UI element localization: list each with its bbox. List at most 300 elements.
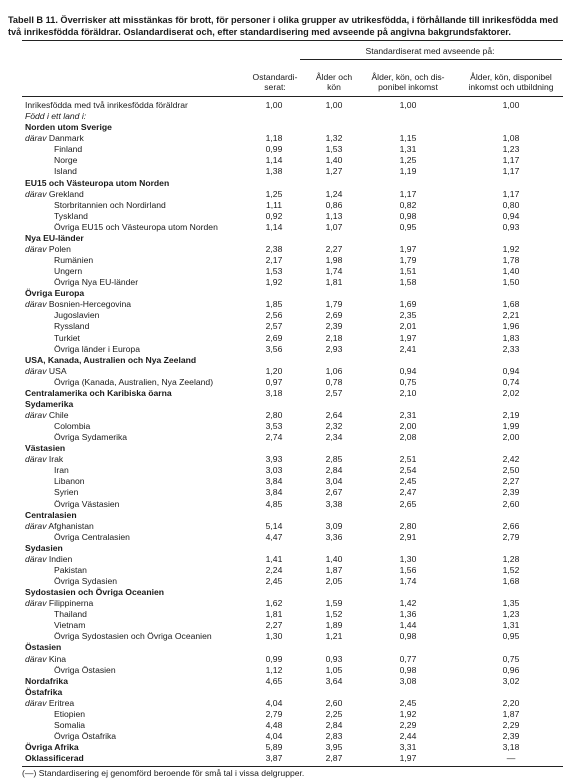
row-label: Jugoslavien bbox=[54, 310, 100, 321]
row-value-col4: 0,95 bbox=[502, 631, 520, 642]
row-value-col4: 2,66 bbox=[502, 520, 520, 531]
row-value-col1: 4,04 bbox=[265, 731, 283, 741]
row-value-col4: 0,94 bbox=[502, 210, 520, 221]
header-col-age-sex-income-education: Ålder, kön, disponibel inkomst och utbildning bbox=[468, 72, 554, 93]
region-heading: Östafrika bbox=[25, 686, 63, 697]
row-label: Övriga länder i Europa bbox=[54, 343, 140, 354]
row-value-col2: 2,60 bbox=[325, 697, 343, 708]
row-value-col1: 1,81 bbox=[265, 609, 283, 620]
row-value-col2: 3,38 bbox=[325, 498, 343, 509]
row-value-col3: 1,92 bbox=[399, 708, 417, 719]
row-label: Thailand bbox=[54, 609, 87, 620]
row-value-col2: 1,59 bbox=[325, 598, 343, 609]
region-heading: Sydasien bbox=[25, 542, 63, 553]
table-row bbox=[0, 565, 576, 576]
table-row bbox=[0, 476, 576, 487]
row-label: Bosnien-Hercegovina bbox=[48, 299, 132, 310]
header-group-label: Standardiserat med avseende på: bbox=[365, 46, 495, 56]
row-label: Eritrea bbox=[48, 697, 75, 708]
row-label: USA bbox=[48, 365, 67, 376]
row-value-col1: 4,65 bbox=[265, 675, 283, 686]
row-value-col4: 1,35 bbox=[502, 598, 520, 609]
row-value-col3: 1,00 bbox=[399, 100, 417, 110]
row-value-col3: 3,31 bbox=[399, 742, 417, 753]
row-label-with-prefix bbox=[25, 598, 93, 609]
row-value-col4: 0,96 bbox=[502, 664, 520, 675]
row-label-with-prefix bbox=[25, 698, 74, 709]
row-value-col4: 1,99 bbox=[502, 421, 520, 431]
row-value-col4: 1,83 bbox=[502, 332, 520, 343]
header-group-rule bbox=[300, 59, 562, 60]
table-row bbox=[0, 676, 576, 687]
row-value-col2: 1,81 bbox=[325, 277, 343, 288]
table-row bbox=[0, 178, 576, 189]
row-value-col2: 1,89 bbox=[325, 620, 343, 631]
row-value-col3: 1,79 bbox=[399, 255, 417, 265]
row-value-col4: 1,17 bbox=[502, 166, 520, 177]
row-value-col3: 0,77 bbox=[399, 653, 417, 664]
row-value-col2: 2,39 bbox=[325, 321, 343, 332]
row-value-col2: 1,40 bbox=[325, 155, 343, 166]
table-row bbox=[0, 377, 576, 388]
row-label: Född i ett land i: bbox=[25, 111, 87, 122]
row-value-col2: 1,13 bbox=[325, 210, 343, 221]
row-value-col1: 3,53 bbox=[265, 421, 283, 431]
row-label-with-prefix bbox=[25, 366, 67, 377]
row-value-col4: 1,23 bbox=[502, 144, 520, 155]
row-value-col4: 1,96 bbox=[502, 321, 520, 332]
region-heading: Oklassificerad bbox=[25, 753, 84, 764]
row-value-col3: 2,65 bbox=[399, 498, 417, 509]
row-value-col2: 1,32 bbox=[325, 133, 343, 144]
region-heading: EU15 och Västeuropa utom Norden bbox=[25, 177, 170, 188]
table-row bbox=[0, 421, 576, 432]
row-label: Somalia bbox=[54, 719, 86, 730]
table-row bbox=[0, 410, 576, 421]
row-label: Norge bbox=[54, 155, 78, 166]
row-value-col3: 1,56 bbox=[399, 564, 417, 575]
row-value-col2: 2,93 bbox=[325, 343, 343, 354]
row-value-col1: 5,14 bbox=[265, 520, 283, 531]
row-value-col3: 0,98 bbox=[399, 631, 417, 642]
row-value-col4: 2,39 bbox=[502, 731, 520, 741]
row-value-col4: 1,50 bbox=[502, 277, 520, 288]
row-label: Chile bbox=[48, 410, 69, 420]
row-label: Övriga EU15 och Västeuropa utom Norden bbox=[54, 221, 218, 232]
row-label: Övriga Östasien bbox=[54, 664, 116, 675]
row-value-col4: 1,23 bbox=[502, 609, 520, 620]
row-value-col4: 2,00 bbox=[502, 432, 520, 443]
row-value-col3: 2,08 bbox=[399, 432, 417, 443]
row-label: Etiopien bbox=[54, 708, 86, 719]
row-value-col1: 0,99 bbox=[265, 653, 283, 664]
row-value-col1: 2,79 bbox=[265, 708, 283, 719]
row-label: Colombia bbox=[54, 421, 91, 431]
row-value-col2: 2,67 bbox=[325, 487, 343, 498]
table-row bbox=[0, 432, 576, 443]
row-prefix: därav bbox=[25, 598, 47, 609]
row-value-col2: 0,93 bbox=[325, 653, 343, 664]
row-value-col4: 2,02 bbox=[502, 387, 520, 398]
row-value-col1: 0,99 bbox=[265, 144, 283, 155]
row-value-col3: 2,31 bbox=[399, 410, 417, 420]
table-row bbox=[0, 189, 576, 200]
region-heading: Övriga Europa bbox=[25, 288, 85, 299]
table-row bbox=[0, 742, 576, 753]
region-heading: Sydostasien och Övriga Oceanien bbox=[25, 587, 164, 598]
row-value-col4: 2,42 bbox=[502, 454, 520, 465]
row-label: Övriga Sydostasien och Övriga Oceanien bbox=[54, 631, 212, 642]
row-value-col4: 2,21 bbox=[502, 310, 520, 321]
row-value-col4: 1,31 bbox=[502, 620, 520, 631]
row-value-col4: 1,17 bbox=[502, 155, 520, 166]
row-value-col4: 2,20 bbox=[502, 697, 520, 708]
row-value-col4: 0,74 bbox=[502, 376, 520, 387]
row-value-col2: 1,53 bbox=[325, 144, 343, 155]
row-value-col1: 4,04 bbox=[265, 697, 283, 708]
region-heading: Nya EU-länder bbox=[25, 232, 84, 243]
table-row bbox=[0, 310, 576, 321]
row-label: Indien bbox=[48, 553, 73, 564]
row-label: Finland bbox=[54, 144, 83, 155]
row-value-col4: 2,19 bbox=[502, 410, 520, 420]
row-value-col4: 0,93 bbox=[502, 221, 520, 232]
table-row bbox=[0, 499, 576, 510]
row-value-col3: 2,41 bbox=[399, 343, 417, 354]
row-value-col2: 2,32 bbox=[325, 421, 343, 431]
row-value-col3: 1,19 bbox=[399, 166, 417, 177]
row-label: Övriga Västasien bbox=[54, 498, 120, 509]
row-value-col1: 1,11 bbox=[265, 199, 283, 210]
row-value-col3: 2,45 bbox=[399, 697, 417, 708]
row-value-col2: 2,18 bbox=[325, 332, 343, 343]
region-heading: Östasien bbox=[25, 642, 62, 653]
row-value-col2: 2,27 bbox=[325, 243, 343, 254]
row-label-with-prefix bbox=[25, 454, 63, 465]
row-value-col2: 1,87 bbox=[325, 564, 343, 575]
row-prefix: därav bbox=[25, 133, 47, 144]
row-label: Rumänien bbox=[54, 255, 94, 265]
row-value-col1: 4,85 bbox=[265, 498, 283, 509]
bottom-rule bbox=[22, 766, 563, 767]
row-value-col2: 2,83 bbox=[325, 731, 343, 741]
row-value-col4: 3,02 bbox=[502, 675, 520, 686]
table-row bbox=[0, 532, 576, 543]
table-row bbox=[0, 587, 576, 598]
row-label: Ungern bbox=[54, 266, 83, 277]
row-value-col4: 1,68 bbox=[502, 576, 520, 586]
row-label: Irak bbox=[48, 454, 64, 465]
row-value-col1: 1,85 bbox=[265, 299, 283, 310]
row-value-col2: 0,78 bbox=[325, 376, 343, 387]
region-heading: Centralasien bbox=[25, 509, 77, 520]
table-row bbox=[0, 709, 576, 720]
row-value-col1: 1,92 bbox=[265, 277, 283, 288]
table-row bbox=[0, 443, 576, 454]
row-label: Inrikesfödda med två inrikesfödda föräldrar bbox=[25, 100, 188, 110]
row-label: Iran bbox=[54, 465, 69, 476]
row-label-with-prefix bbox=[25, 244, 71, 255]
row-value-col3: 2,44 bbox=[399, 731, 417, 741]
table-row bbox=[0, 631, 576, 642]
row-value-col4: 1,52 bbox=[502, 564, 520, 575]
row-label: Övriga (Kanada, Australien, Nya Zeeland) bbox=[54, 376, 214, 387]
row-label: Övriga Nya EU-länder bbox=[54, 277, 139, 288]
table-row bbox=[0, 333, 576, 344]
table-row bbox=[0, 454, 576, 465]
row-value-col1: 2,17 bbox=[265, 255, 283, 265]
row-value-col3: 2,01 bbox=[399, 321, 417, 332]
row-value-col4: 1,00 bbox=[502, 100, 520, 110]
row-value-col4: 0,80 bbox=[502, 199, 520, 210]
row-value-col2: 1,74 bbox=[325, 266, 343, 277]
row-value-col2: 1,98 bbox=[325, 255, 343, 265]
row-label: Filippinerna bbox=[48, 598, 94, 609]
table-caption: Tabell B 11. Överrisker att misstänkas för brott, för personer i olika grupper av utrikesfödda, i förhållande till inrikesfödda med två inrikesfödda föräldrar. Oslandardiserat och, efter standardisering med avseende på angivna bakgrundsfaktorer. bbox=[8, 15, 559, 37]
table-row bbox=[0, 366, 576, 377]
row-value-col3: 1,58 bbox=[399, 277, 417, 288]
row-label-with-prefix bbox=[25, 299, 131, 310]
row-value-col1: 5,89 bbox=[265, 742, 283, 753]
row-value-col4: 2,29 bbox=[502, 719, 520, 730]
table-row bbox=[0, 277, 576, 288]
table-row bbox=[0, 543, 576, 554]
table-row bbox=[0, 665, 576, 676]
row-value-col1: 2,24 bbox=[265, 564, 283, 575]
table-row bbox=[0, 620, 576, 631]
row-value-col3: 1,25 bbox=[399, 155, 417, 166]
row-value-col4: 3,18 bbox=[502, 742, 520, 753]
row-value-col3: 0,75 bbox=[399, 376, 417, 387]
row-value-col3: 1,74 bbox=[399, 576, 417, 586]
row-value-col3: 2,29 bbox=[399, 719, 417, 730]
row-value-col3: 2,54 bbox=[399, 465, 417, 476]
table-row bbox=[0, 399, 576, 410]
row-value-col3: 1,44 bbox=[399, 620, 417, 631]
row-label: Libanon bbox=[54, 476, 85, 487]
row-label: Grekland bbox=[48, 188, 84, 199]
table-row bbox=[0, 244, 576, 255]
row-value-col1: 2,56 bbox=[265, 310, 283, 321]
row-value-col4: 0,94 bbox=[502, 365, 520, 376]
table-row bbox=[0, 200, 576, 211]
row-value-col1: 1,41 bbox=[265, 553, 283, 564]
top-rule bbox=[22, 40, 563, 41]
header-col-age-sex: Ålder och kön bbox=[315, 72, 353, 93]
row-label: Afghanistan bbox=[48, 520, 94, 531]
row-value-col3: 2,91 bbox=[399, 531, 417, 542]
region-heading: Centralamerika och Karibiska öarna bbox=[25, 387, 172, 398]
row-value-col1: 2,27 bbox=[265, 620, 283, 631]
row-value-col2: 1,79 bbox=[325, 299, 343, 310]
table-row bbox=[0, 554, 576, 565]
row-label-with-prefix bbox=[25, 521, 94, 532]
row-prefix: därav bbox=[25, 410, 47, 420]
row-value-col2: 2,69 bbox=[325, 310, 343, 321]
table-footnote: (—) Standardisering ej genomförd beroende för små tal i vissa delgrupper. bbox=[22, 768, 305, 778]
row-value-col2: 3,36 bbox=[325, 531, 343, 542]
region-heading: USA, Kanada, Australien och Nya Zeeland bbox=[25, 354, 197, 365]
row-value-col2: 2,64 bbox=[325, 410, 343, 420]
row-value-col2: 1,00 bbox=[325, 100, 343, 110]
row-value-col3: 1,51 bbox=[399, 266, 417, 277]
row-value-col1: 3,93 bbox=[265, 454, 283, 465]
row-value-col2: 0,86 bbox=[325, 199, 343, 210]
table-row bbox=[0, 288, 576, 299]
row-value-col3: 1,97 bbox=[399, 243, 417, 254]
row-value-col3: 1,97 bbox=[399, 753, 417, 764]
row-label: Tyskland bbox=[54, 210, 88, 221]
row-value-col2: 3,09 bbox=[325, 520, 343, 531]
row-value-col1: 3,87 bbox=[265, 753, 283, 764]
row-value-col3: 3,08 bbox=[399, 675, 417, 686]
row-value-col1: 0,97 bbox=[265, 376, 283, 387]
row-value-col3: 1,69 bbox=[399, 299, 417, 310]
row-label-with-prefix bbox=[25, 554, 72, 565]
row-value-col2: 1,52 bbox=[325, 609, 343, 620]
row-value-col1: 2,45 bbox=[265, 576, 283, 586]
row-value-col1: 1,30 bbox=[265, 631, 283, 642]
row-label-with-prefix bbox=[25, 410, 68, 421]
row-value-col1: 1,12 bbox=[265, 664, 283, 675]
table-row bbox=[0, 576, 576, 587]
row-label: Island bbox=[54, 166, 77, 177]
row-value-col4: 1,08 bbox=[502, 133, 520, 144]
region-heading: Nordafrika bbox=[25, 675, 68, 686]
table-row bbox=[0, 698, 576, 709]
row-value-col4: 1,17 bbox=[502, 188, 520, 199]
table-row bbox=[0, 233, 576, 244]
row-value-col1: 1,62 bbox=[265, 598, 283, 609]
row-label: Kina bbox=[48, 653, 67, 664]
row-value-col4: 2,60 bbox=[502, 498, 520, 509]
row-value-col1: 4,47 bbox=[265, 531, 283, 542]
header-bottom-rule bbox=[22, 96, 563, 97]
table-row bbox=[0, 155, 576, 166]
row-value-col1: 2,74 bbox=[265, 432, 283, 443]
table-row bbox=[0, 753, 576, 764]
row-prefix: därav bbox=[25, 520, 47, 531]
table-row bbox=[0, 166, 576, 177]
row-value-col3: 1,42 bbox=[399, 598, 417, 609]
row-value-col2: 2,34 bbox=[325, 432, 343, 443]
row-value-col4: 2,27 bbox=[502, 476, 520, 487]
row-value-col4: 1,28 bbox=[502, 553, 520, 564]
row-value-col1: 1,00 bbox=[265, 100, 283, 110]
row-value-col1: 2,69 bbox=[265, 332, 283, 343]
row-value-col1: 1,38 bbox=[265, 166, 283, 177]
row-prefix: därav bbox=[25, 553, 47, 564]
table-row bbox=[0, 654, 576, 665]
table-row bbox=[0, 255, 576, 266]
row-prefix: därav bbox=[25, 454, 47, 465]
row-value-col1: 3,03 bbox=[265, 465, 283, 476]
row-value-col3: 1,31 bbox=[399, 144, 417, 155]
row-value-col1: 1,20 bbox=[265, 365, 283, 376]
row-value-col4: — bbox=[506, 753, 516, 764]
row-label-with-prefix bbox=[25, 133, 84, 144]
row-label: Övriga Östafrika bbox=[54, 731, 117, 741]
table-row bbox=[0, 720, 576, 731]
table-row bbox=[0, 731, 576, 742]
table-row bbox=[0, 388, 576, 399]
table-row bbox=[0, 521, 576, 532]
table-row bbox=[0, 122, 576, 133]
row-value-col2: 1,07 bbox=[325, 221, 343, 232]
row-label: Turkiet bbox=[54, 332, 80, 343]
header-col-age-sex-income: Ålder, kön, och dis- ponibel inkomst bbox=[371, 72, 445, 93]
row-value-col4: 2,50 bbox=[502, 465, 520, 476]
row-label: Övriga Sydamerika bbox=[54, 432, 128, 443]
row-value-col2: 1,27 bbox=[325, 166, 343, 177]
row-value-col4: 2,79 bbox=[502, 531, 520, 542]
row-prefix: därav bbox=[25, 188, 47, 199]
row-value-col3: 2,10 bbox=[399, 387, 417, 398]
row-value-col1: 2,38 bbox=[265, 243, 283, 254]
row-value-col2: 1,40 bbox=[325, 553, 343, 564]
table-row bbox=[0, 100, 576, 111]
row-value-col1: 3,18 bbox=[265, 387, 283, 398]
row-value-col4: 1,78 bbox=[502, 255, 520, 265]
row-value-col3: 1,97 bbox=[399, 332, 417, 343]
row-value-col3: 0,82 bbox=[399, 199, 417, 210]
row-value-col3: 2,51 bbox=[399, 454, 417, 465]
row-value-col4: 1,92 bbox=[502, 243, 520, 254]
row-prefix: därav bbox=[25, 243, 47, 254]
row-value-col1: 3,56 bbox=[265, 343, 283, 354]
row-value-col3: 1,17 bbox=[399, 188, 417, 199]
row-prefix: därav bbox=[25, 653, 47, 664]
table-row bbox=[0, 510, 576, 521]
table-row bbox=[0, 321, 576, 332]
row-value-col3: 2,00 bbox=[399, 421, 417, 431]
table-row bbox=[0, 211, 576, 222]
row-prefix: därav bbox=[25, 697, 47, 708]
row-value-col4: 0,75 bbox=[502, 653, 520, 664]
row-value-col1: 1,18 bbox=[265, 133, 283, 144]
row-value-col2: 2,85 bbox=[325, 454, 343, 465]
row-value-col2: 3,04 bbox=[325, 476, 343, 487]
row-label: Ryssland bbox=[54, 321, 90, 332]
table-row bbox=[0, 598, 576, 609]
region-heading: Norden utom Sverige bbox=[25, 122, 112, 133]
row-value-col3: 1,15 bbox=[399, 133, 417, 144]
row-label-with-prefix bbox=[25, 189, 84, 200]
row-value-col3: 0,98 bbox=[399, 210, 417, 221]
header-col-unstandardized: Ostandardi- serat: bbox=[252, 72, 298, 93]
row-value-col4: 1,68 bbox=[502, 299, 520, 310]
row-value-col3: 2,45 bbox=[399, 476, 417, 487]
row-value-col1: 2,57 bbox=[265, 321, 283, 332]
row-label: Pakistan bbox=[54, 564, 87, 575]
table-row bbox=[0, 642, 576, 653]
table-row bbox=[0, 222, 576, 233]
row-value-col1: 3,84 bbox=[265, 487, 283, 498]
row-label: Vietnam bbox=[54, 620, 86, 631]
row-value-col2: 3,95 bbox=[325, 742, 343, 753]
row-label: Övriga Centralasien bbox=[54, 531, 130, 542]
row-value-col3: 2,47 bbox=[399, 487, 417, 498]
table-row bbox=[0, 465, 576, 476]
row-value-col1: 1,53 bbox=[265, 266, 283, 277]
row-value-col1: 3,84 bbox=[265, 476, 283, 487]
row-value-col2: 2,57 bbox=[325, 387, 343, 398]
row-value-col2: 2,84 bbox=[325, 465, 343, 476]
row-value-col2: 2,25 bbox=[325, 708, 343, 719]
table-row bbox=[0, 344, 576, 355]
row-label: Övriga Sydasien bbox=[54, 576, 118, 586]
row-value-col2: 1,05 bbox=[325, 664, 343, 675]
